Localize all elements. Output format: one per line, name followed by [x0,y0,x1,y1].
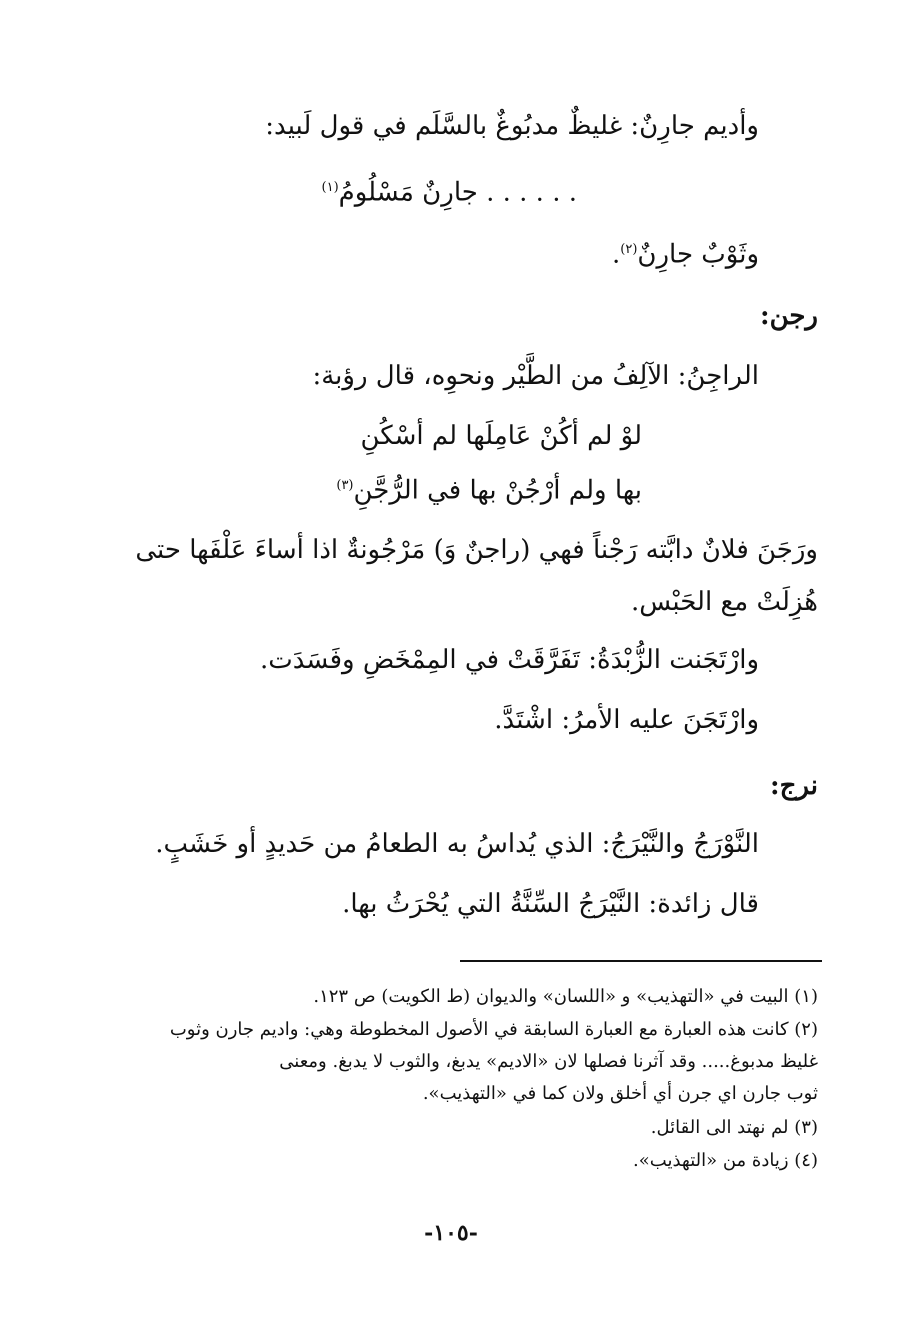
text-line-irtajana: وارْتَجَنَ عليه الأمرُ: اشْتَدَّ. [494,705,759,735]
text-line-rajin: الراجِنُ: الآلِفُ من الطَّيْر ونحوِه، قال رؤبة: [312,361,759,391]
footnote-marker-1: (١) [321,180,339,195]
footnote-1: (١) البيت في «التهذيب» و «اللسان» والديوان (ط الكويت) ص ١٢٣. [313,986,818,1007]
text-line-zaida: قال زائدة: النَّيْرَجُ السِّنَّةُ التي يُحْرَثُ بها. [342,889,759,919]
verse-line-2: بها ولم أرْجُنْ بها في الرُّجَّنِ$^{(٣)}$ [336,475,642,506]
text-line-nawraj: النَّوْرَجُ والنَّيْرَجُ: الذي يُداسُ به الطعامُ من حَديدٍ أو خَشَبٍ. [155,829,759,859]
page-number: -١٠٥- [424,1220,478,1246]
text-line-irtajanat: وارْتَجَنت الزُّبْدَةُ: تَفَرَّقَتْ في المِمْخَضِ وفَسَدَت. [259,645,759,675]
entry-heading-narj: نرج: [770,771,818,801]
text-line-huzilat: هُزِلَتْ مع الحَبْس. [631,587,818,617]
entry-heading-rajn: رجن: [759,301,818,331]
verse-line-labid: . . . . . . جارِنٌ مَسْلُومُ$^{(١)}$ [321,177,577,208]
footnote-separator [460,960,822,962]
footnote-marker-3: (٣) [336,478,354,493]
footnote-2-cont-2: ثوب جارن اي جرن أي أخلق ولان كما في «التهذيب». [422,1083,818,1104]
footnote-3: (٣) لم نهتد الى القائل. [650,1117,818,1138]
footnote-marker-2: (٢) [620,242,638,257]
footnote-2-cont-1: غليظ مدبوغ..... وقد آثرنا فصلها لان «الاديم» يدبغ، والثوب لا يدبغ. ومعنى [279,1051,818,1072]
text-line-1: وأديم جارِنٌ: غليظٌ مدبُوغٌ بالسَّلَم في قول لَبيد: [265,111,759,141]
text-line-rajana: ورَجَنَ فلانٌ دابَّته رَجْناً فهي (راجنٌ وَ) مَرْجُونةٌ اذا أساءَ عَلْفَها حتى [135,535,818,565]
verse-line-1: لوْ لم أكُنْ عَامِلَها لم أسْكُنِ [360,421,642,451]
footnote-4: (٤) زيادة من «التهذيب». [633,1150,818,1171]
footnote-2: (٢) كانت هذه العبارة مع العبارة السابقة في الأصول المخطوطة وهي: واديم جارن وثوب [169,1019,818,1040]
text-line-thawb: وثَوْبٌ جارِنٌ$^{(٢)}$. [611,239,759,270]
